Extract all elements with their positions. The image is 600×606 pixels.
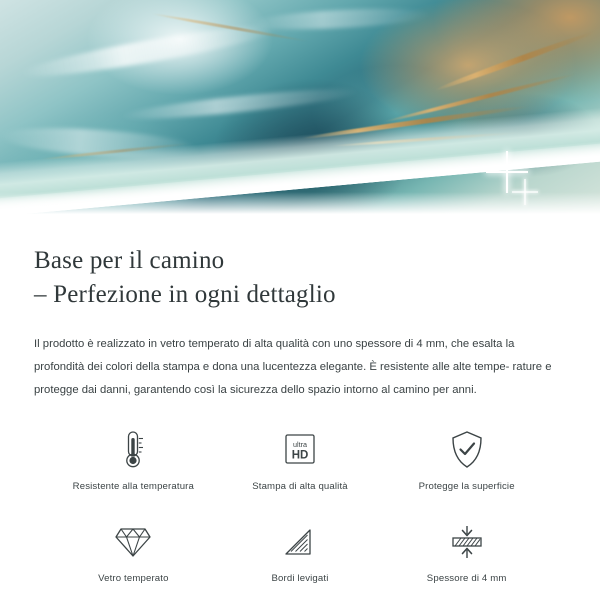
hero-product-image: [0, 0, 600, 218]
content-area: [0, 218, 600, 606]
product-description: [34, 333, 566, 402]
svg-text:ultra: ultra: [292, 440, 307, 450]
svg-text:HD: HD: [291, 449, 309, 462]
diamond-icon: [112, 520, 154, 564]
feature-label: Spessore di 4 mm: [426, 573, 507, 585]
feature-label: Protegge la superficie: [418, 481, 515, 493]
feature-item-high-quality-print: [217, 428, 384, 514]
shield-check-icon: [447, 428, 487, 472]
page-title: [34, 244, 566, 311]
feature-item-tempered-glass: [50, 520, 217, 606]
headline-line-1: Base per il camino: [34, 247, 225, 274]
feature-grid: [34, 428, 566, 606]
description-line-3: rature e protegge dai danni, garantendo così la sicurezza dello spazio intorno al camino per anni.: [34, 361, 552, 397]
feature-label: Vetro temperato: [98, 573, 169, 585]
ultra-hd-icon: [279, 428, 321, 472]
feature-item-polished-edges: [217, 520, 384, 606]
feature-item-temperature-resistant: [50, 428, 217, 514]
feature-label: Stampa di alta qualità: [252, 481, 348, 493]
feature-label: Bordi levigati: [271, 573, 329, 585]
thermometer-icon: [116, 428, 150, 472]
feature-item-thickness: [383, 520, 550, 606]
feature-label: Resistente alla temperatura: [72, 481, 195, 493]
thickness-icon: [446, 520, 488, 564]
feature-item-surface-protection: [383, 428, 550, 514]
hero-fade-overlay: [0, 192, 600, 218]
description-line-2: la profondità dei colori della stampa e dona una lucentezza elegante. È resistente alle alte tempe-: [34, 338, 515, 374]
smooth-edges-icon: [280, 520, 320, 564]
description-line-1: Il prodotto è realizzato in vetro temperato di alta qualità con uno spessore di 4 mm, che esalta: [34, 338, 503, 350]
headline-line-2: – Perfezione in ogni dettaglio: [34, 280, 336, 308]
